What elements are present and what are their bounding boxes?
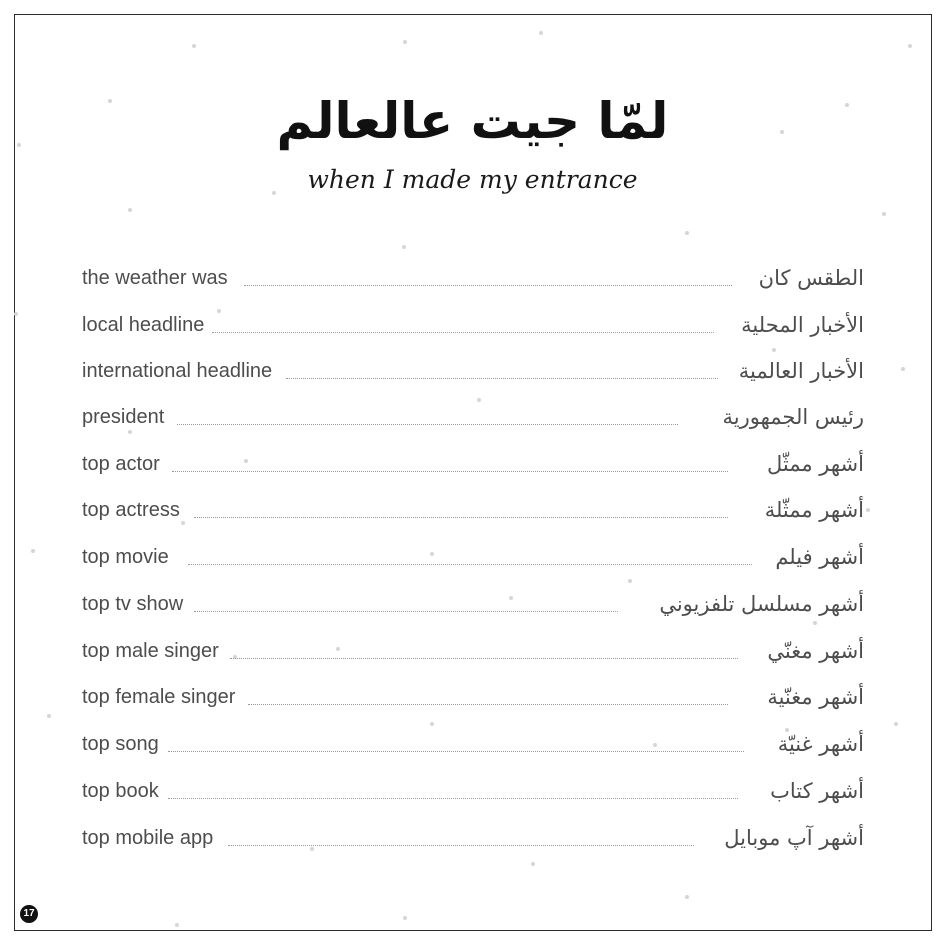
row-label-english: top song [82, 733, 159, 755]
row-label-english: top actress [82, 499, 180, 521]
row-label-arabic: الأخبار العالمية [738, 359, 864, 383]
dotted-answer-line[interactable] [177, 424, 678, 425]
list-row [82, 263, 864, 297]
list-row [82, 356, 864, 390]
list-row [82, 402, 864, 436]
title-english: when I made my entrance [307, 165, 638, 194]
row-label-arabic: أشهر ممثّل [766, 452, 864, 476]
dotted-answer-line[interactable] [228, 845, 694, 846]
dotted-answer-line[interactable] [168, 798, 738, 799]
dotted-answer-line[interactable] [194, 611, 618, 612]
list-row [82, 636, 864, 670]
dotted-answer-line[interactable] [188, 564, 752, 565]
row-label-arabic: أشهر مسلسل تلفزيوني [659, 592, 864, 616]
row-label-english: the weather was [82, 267, 228, 289]
row-label-english: local headline [82, 314, 205, 336]
row-label-arabic: الأخبار المحلية [741, 313, 864, 337]
row-label-english: top female singer [82, 686, 236, 708]
row-label-arabic: أشهر ممثّلة [764, 498, 864, 522]
row-label-arabic: أشهر مغنّية [767, 685, 864, 709]
list-row [82, 589, 864, 623]
dotted-answer-line[interactable] [286, 378, 718, 379]
row-label-english: top tv show [82, 593, 184, 615]
dotted-answer-line[interactable] [212, 332, 714, 333]
dotted-answer-line[interactable] [172, 471, 728, 472]
dotted-answer-line[interactable] [244, 285, 732, 286]
list-row [82, 495, 864, 529]
row-label-english: top book [82, 780, 159, 802]
row-label-arabic: رئيس الجمهورية [722, 405, 864, 429]
list-row [82, 776, 864, 810]
row-label-english: top mobile app [82, 827, 214, 849]
list-row [82, 542, 864, 576]
list-row [82, 310, 864, 344]
list-row [82, 729, 864, 763]
row-label-arabic: الطقس كان [758, 266, 864, 290]
row-label-english: top actor [82, 453, 160, 475]
dotted-answer-line[interactable] [194, 517, 728, 518]
row-label-arabic: أشهر مغنّي [767, 639, 864, 663]
row-label-english: top male singer [82, 640, 219, 662]
dotted-answer-line[interactable] [230, 658, 738, 659]
list-row [82, 449, 864, 483]
row-label-arabic: أشهر فيلم [775, 545, 864, 569]
row-label-english: top movie [82, 546, 169, 568]
row-label-english: president [82, 406, 165, 428]
row-label-arabic: أشهر كتاب [770, 779, 864, 803]
title-arabic: لمّا جيت عالعالم [276, 92, 669, 150]
dotted-answer-line[interactable] [168, 751, 744, 752]
dotted-answer-line[interactable] [248, 704, 728, 705]
list-row [82, 823, 864, 857]
row-label-arabic: أشهر غنيّة [777, 732, 864, 756]
page-number-badge: 17 [20, 905, 38, 923]
list-row [82, 682, 864, 716]
row-label-arabic: أشهر آپ موبايل [724, 826, 864, 850]
row-label-english: international headline [82, 360, 273, 382]
